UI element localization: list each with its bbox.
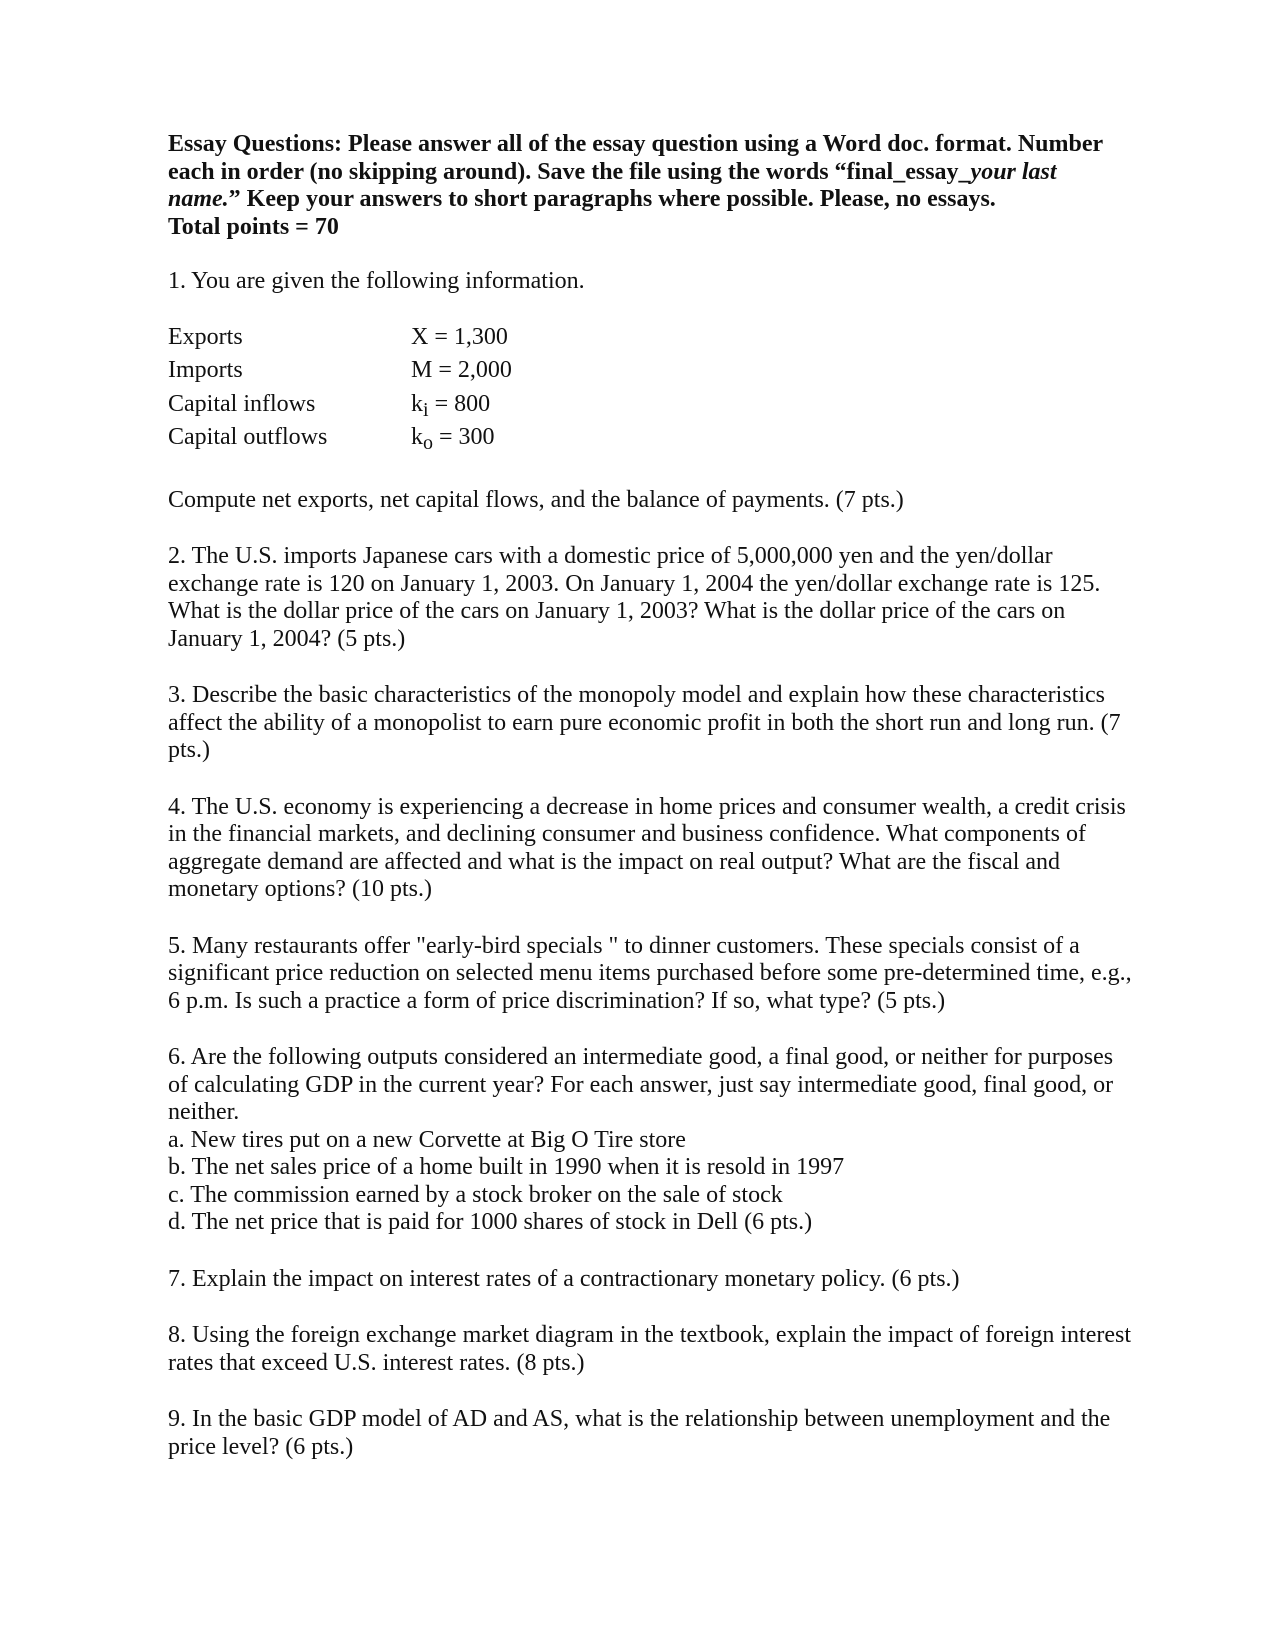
- question-1: [168, 268, 1168, 514]
- question-line: 2. The U.S. imports Japanese cars with a domestic price of 5,000,000 yen and the yen/dollar: [168, 543, 1053, 569]
- header-line: Essay Questions: Please answer all of the essay question using a Word doc. format. Number: [168, 131, 1104, 157]
- question-line: exchange rate is 120 on January 1, 2003. On January 1, 2004 the yen/dollar exchange rate is 125.: [168, 570, 1101, 597]
- info-label: Imports: [168, 357, 243, 383]
- question-8: [168, 1322, 1168, 1377]
- info-value: X = 1,300: [411, 323, 508, 350]
- info-value: $k_o = 300$: [411, 424, 495, 454]
- question-line: 6 p.m. Is such a practice a form of price discrimination? If so, what type? (5 pts.): [168, 987, 946, 1014]
- instructions-header: [168, 131, 1168, 241]
- question-7: [168, 1266, 1168, 1294]
- info-value: M = 2,000: [411, 357, 512, 383]
- info-row: [168, 391, 512, 425]
- question-line: pts.): [168, 737, 210, 763]
- question-line: 5. Many restaurants offer "early-bird specials " to dinner customers. These specials consist of a: [168, 932, 1080, 959]
- list-item: b. The net sales price of a home built in 1990 when it is resold in 1997: [168, 1154, 845, 1180]
- question-line: neither.: [168, 1099, 240, 1125]
- question-line: monetary options? (10 pts.): [168, 876, 432, 902]
- question-line: aggregate demand are affected and what is the impact on real output? What are the fiscal and: [168, 848, 1061, 875]
- info-row: [168, 324, 512, 358]
- question-line: in the financial markets, and declining consumer and business confidence. What components of: [168, 821, 1086, 847]
- total-points: Total points = 70: [168, 213, 339, 240]
- question-line: 9. In the basic GDP model of AD and AS, what is the relationship between unemployment and the: [168, 1406, 1111, 1432]
- question-3: [168, 682, 1168, 765]
- info-label: Exports: [168, 323, 243, 350]
- list-item: c. The commission earned by a stock broker on the sale of stock: [168, 1181, 783, 1208]
- question-6: [168, 1044, 1168, 1237]
- info-label: Capital inflows: [168, 390, 316, 417]
- header-line: each in order (no skipping around). Save the file using the words “final_essay_your last: [168, 158, 1057, 185]
- question-line: significant price reduction on selected menu items purchased before some pre-determined time, e.g.,: [168, 960, 1132, 986]
- question-6-items: [168, 1127, 1168, 1237]
- info-label: Capital outflows: [168, 424, 328, 450]
- info-row: [168, 357, 512, 391]
- question-line: 7. Explain the impact on interest rates of a contractionary monetary policy. (6 pts.): [168, 1265, 960, 1292]
- question-line: price level? (6 pts.): [168, 1433, 354, 1460]
- list-item: a. New tires put on a new Corvette at Big O Tire store: [168, 1126, 686, 1153]
- question-line: January 1, 2004? (5 pts.): [168, 625, 406, 652]
- question-line: 6. Are the following outputs considered an intermediate good, a final good, or neither for purposes: [168, 1044, 1114, 1070]
- list-item: d. The net price that is paid for 1000 shares of stock in Dell (6 pts.): [168, 1209, 813, 1235]
- document-body: [168, 131, 1168, 1490]
- question-5: [168, 933, 1168, 1016]
- question-line: rates that exceed U.S. interest rates. (8 pts.): [168, 1349, 585, 1376]
- question-9: [168, 1406, 1168, 1461]
- question-line: 4. The U.S. economy is experiencing a decrease in home prices and consumer wealth, a credit crisis: [168, 793, 1126, 820]
- given-info-table: [168, 324, 512, 458]
- question-line: affect the ability of a monopolist to earn pure economic profit in both the short run and long run. (7: [168, 709, 1121, 736]
- question-4: [168, 794, 1168, 904]
- header-line: name.” Keep your answers to short paragraphs where possible. Please, no essays.: [168, 186, 996, 212]
- question-1-task: Compute net exports, net capital flows, and the balance of payments. (7 pts.): [168, 486, 904, 513]
- question-line: What is the dollar price of the cars on January 1, 2003? What is the dollar price of the cars on: [168, 598, 1066, 624]
- question-line: 3. Describe the basic characteristics of the monopoly model and explain how these characteristics: [168, 682, 1105, 708]
- question-1-intro: 1. You are given the following information.: [168, 268, 585, 294]
- question-line: 8. Using the foreign exchange market diagram in the textbook, explain the impact of foreign interest: [168, 1322, 1132, 1348]
- info-value: $k_i = 800$: [411, 390, 491, 421]
- question-2: [168, 543, 1168, 653]
- info-row: [168, 424, 512, 458]
- question-line: of calculating GDP in the current year? For each answer, just say intermediate good, final good, or: [168, 1071, 1114, 1098]
